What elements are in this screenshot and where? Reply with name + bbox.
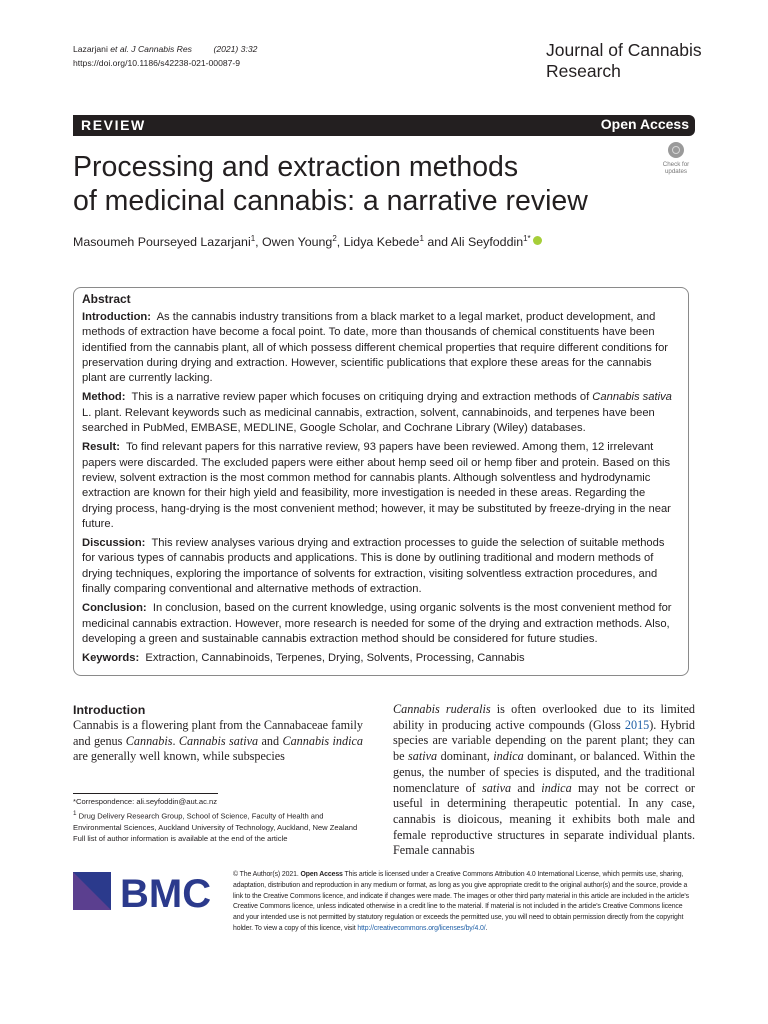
journal-name-line1: Journal of Cannabis: [546, 40, 702, 60]
author-name[interactable]: and Ali Seyfoddin: [423, 235, 524, 250]
citation-journal: et al. J Cannabis Res: [110, 44, 192, 54]
open-access-label: Open Access: [600, 116, 689, 132]
body-text: and: [258, 733, 283, 748]
section-label: Method:: [82, 391, 126, 404]
author-list: [73, 231, 542, 250]
title-line2: of medicinal cannabis: a narrative review: [73, 185, 588, 217]
body-column-left: [73, 702, 363, 765]
author-name[interactable]: , Owen Young: [255, 235, 333, 250]
doi-link[interactable]: https://doi.org/10.1186/s42238-021-00087-9: [73, 58, 241, 68]
section-text: To find relevant papers for this narrative review, 93 papers have been reviewed. Among them, 12 irrelevant papers were discarded. The excluded papers were either about hemp seed oil or hemp fiber and protein. Based on this review, solvent extraction is the most common method for cannabis plants. Although solventless and hydrodynamic extraction are known for their high yield and feasibility, more investigation is needed in these areas. Regarding the drying process, hang-drying is the most convenient method; however, it may be substituted by freeze-drying in the near future.: [82, 441, 671, 530]
article-type-label: REVIEW: [81, 117, 146, 133]
citation-authors: Lazarjani: [73, 44, 108, 54]
species-name: sativa: [481, 780, 512, 795]
footnote-divider: [73, 793, 218, 794]
check-updates-label: [656, 161, 696, 175]
species-name: Cannabis sativa: [178, 733, 259, 748]
body-text: may not be correct or useful in determining therapeutic potential. In any case, cannabis is dioicous, meaning it exhibits both male and female reproductive structures in separate individual plants. Female cannabis: [393, 780, 695, 858]
section-label: Conclusion:: [82, 602, 147, 615]
citation-header: [73, 42, 257, 70]
abstract-box: [73, 287, 689, 676]
license-end: .: [485, 924, 488, 932]
footnotes: [73, 796, 363, 845]
species-name: Cannabis: [125, 733, 173, 748]
author-name[interactable]: , Lidya Kebede: [336, 235, 420, 250]
correspondence-note: *Correspondence: ali.seyfoddin@aut.ac.nz: [73, 797, 218, 806]
section-label: Keywords:: [82, 652, 140, 665]
body-text: .: [172, 733, 179, 748]
abstract-discussion: [82, 536, 677, 597]
section-text: In conclusion, based on the current knowledge, using organic solvents is the most convenient method for medicinal cannabis extraction. However, more research is needed for some of the drying and extraction methods. Also, developing a green and sustainable cannabis extraction method should be considered for future studies.: [82, 602, 672, 645]
bmc-logo[interactable]: [73, 872, 218, 914]
body-paragraph: [73, 718, 363, 765]
species-name: Cannabis indica: [282, 733, 364, 748]
full-author-info-note: Full list of author information is available at the end of the article: [73, 834, 288, 844]
abstract-method: [82, 390, 677, 436]
species-name: indica: [541, 780, 572, 795]
license-url-link[interactable]: http://creativecommons.org/licenses/by/4.0/: [357, 924, 486, 932]
abstract-conclusion: [82, 601, 677, 647]
article-title: [73, 150, 633, 218]
section-text: This review analyses various drying and extraction processes to guide the selection of suitable methods for various types of cannabis products and applications. This is done by outlining traditional and modern methods of drying techniques, exploring the importance of solvents for extraction, visiting solventless extraction procedures, and finally comparing conventional and alternative methods of extraction.: [82, 537, 665, 596]
species-name: Cannabis sativa: [592, 391, 672, 404]
body-text: is often overlooked due to its limited ability in producing active compounds (Gloss: [393, 702, 695, 732]
license-text: [233, 870, 693, 935]
species-name: Cannabis ruderalis: [393, 702, 491, 716]
journal-name: [546, 40, 702, 82]
species-name: sativa: [408, 749, 438, 764]
bmc-logo-text: BMC: [120, 872, 212, 914]
body-text: and: [511, 780, 542, 795]
affiliation-text: Drug Delivery Research Group, School of Science, Faculty of Health and Environmental Sciences, Auckland University of Technology, Auckland, New Zealand: [73, 811, 358, 832]
check-updates-icon: [668, 142, 684, 158]
journal-name-line2: Research: [546, 61, 621, 81]
section-text: L. plant. Relevant keywords such as medicinal cannabis, extraction, solvent, cannabinoids, and terpenes have been searched in PubMed, EMBASE, MEDLINE, Google Scholar, and Cochrane Library (Wiley) databases.: [82, 406, 655, 435]
abstract-introduction: [82, 310, 677, 386]
body-text: are generally well known, while subspecies: [73, 749, 285, 764]
license-copyright: © The Author(s) 2021.: [233, 871, 301, 878]
body-text: ). Hybrid species are variable depending on the parent plant; they can be: [393, 717, 696, 764]
abstract-result: [82, 440, 677, 532]
body-text: Cannabis is a flowering plant from the Cannabaceae family and genus: [73, 718, 363, 748]
abstract-heading: Abstract: [82, 292, 131, 306]
affiliation-note: [73, 808, 363, 834]
orcid-icon[interactable]: [533, 236, 542, 245]
license-body: This article is licensed under a Creative Commons Attribution 4.0 International License, which permits use, sharing, adaptation, distribution and reproduction in any medium or format, as long as you give appropriate credit to the original author(s) and the source, provide a link to the Creative Commons licence, and indicate if changes were made. The images or other third party material in this article are included in the article's Creative Commons licence, unless indicated otherwise in a credit line to the material. If material is not included in the article's Creative Commons licence and your intended use is not permitted by statutory regulation or exceeds the permitted use, you will need to obtain permission directly from the copyright holder. To view a copy of this licence, visit: [233, 871, 689, 932]
section-text: As the cannabis industry transitions from a black market to a legal market, product development, and methods of extraction have become a focal point. To date, more than thousands of chemical constituents have been identified from the cannabis plant, all of which possess different chemical properties that require different conditions for preservation during drying and extraction. However, scientific publications that explore these areas for the cannabis plant are currently lacking.: [82, 311, 669, 385]
introduction-heading: Introduction: [73, 703, 146, 717]
keywords-text: Extraction, Cannabinoids, Terpenes, Drying, Solvents, Processing, Cannabis: [145, 652, 525, 665]
author-affiliation: 1: [419, 234, 424, 243]
check-for-updates-badge[interactable]: [656, 140, 696, 180]
section-label: Discussion:: [82, 537, 146, 550]
citation-year-volume: (2021) 3:32: [213, 44, 258, 54]
affiliation-number: 1: [73, 809, 77, 817]
species-name: indica: [493, 749, 524, 764]
bmc-logo-icon: [73, 872, 218, 914]
license-open-access: Open Access: [300, 871, 343, 878]
author-name[interactable]: Masoumeh Pourseyed Lazarjani: [73, 235, 251, 250]
reference-link[interactable]: 2015: [624, 717, 650, 732]
section-label: Result:: [82, 441, 120, 454]
title-line1: Processing and extraction methods: [73, 151, 519, 183]
author-affiliation: 1*: [523, 234, 531, 243]
check-updates-line2: updates: [664, 168, 688, 175]
check-updates-line1: Check for: [662, 161, 690, 168]
abstract-keywords: [82, 651, 677, 666]
body-paragraph: [393, 702, 695, 859]
body-text: dominant, or balanced. Within the genus, the number of species is disputed, and the traditional nomenclature of: [393, 749, 695, 795]
body-column-right: [393, 702, 695, 859]
author-affiliation: 1: [250, 234, 256, 243]
author-affiliation: 2: [332, 234, 337, 243]
body-text: dominant,: [437, 749, 494, 764]
section-text: This is a narrative review paper which focuses on critiquing drying and extraction methods of: [131, 391, 593, 404]
section-label: Introduction:: [82, 311, 151, 323]
article-type-bar: [73, 115, 695, 136]
